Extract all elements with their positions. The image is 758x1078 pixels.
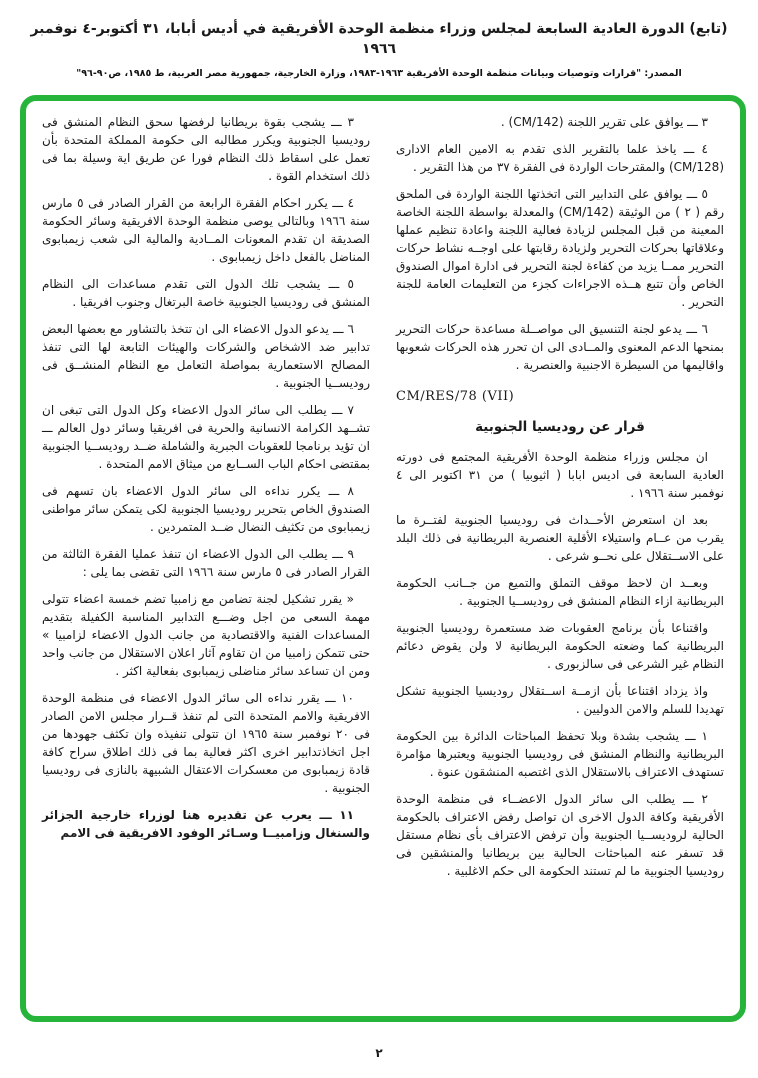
page-header xyxy=(0,0,758,79)
paragraph: ٩ ـــ يطلب الى الدول الاعضاء ان تنفذ عمليا الفقرة الثالثة من القرار الصادر فى ٥ مارس سنة ١٩٦٦ التى تقضى بما يلى : xyxy=(42,547,370,579)
session-title: (تابع) الدورة العادية السابعة لمجلس وزراء منظمة الوحدة الأفريقية في أديس أبابا، ٣١ أكتوبر-٤ نوفمبر ١٩٦٦ xyxy=(30,21,728,57)
green-border-frame xyxy=(20,95,746,1022)
paragraph: ٨ ـــ يكرر نداءه الى سائر الدول الاعضاء بان تسهم فى الصندوق الخاص بتحرير روديسيا الجنوبية لكى يتمكن سائر مواطنى زيمبابوى من تكثيف النضال ضــد المتمردين . xyxy=(42,484,370,534)
paragraph: ٥ ـــ يوافق على التدابير التى اتخذتها اللجنة الواردة فى الملحق رقم ( ٢ ) من الوثيقة (CM/142) والمعدلة بواسطة اللجنة الخاصة المعينة من قبل المجلس لزيادة فعالية اللجنة واعادة تنظيم عملها وعلاقاتها بحركات التحرير ولزيادة رقابتها على اوجــه نشاط حركات التحرير ممــا يزيد من كفاءة لجنة التحرير فى ادارة اموال الصندوق الخاص وأن تتبع هــذه الاجراءات كجزء من التعليمات العامة للجنة التحرير . xyxy=(396,187,725,309)
paragraph: ١١ ـــ يعرب عن تقديره هنا لوزراء خارجية الجزائر والسنغال وزامبيــا وسـائر الوفود الافريقية فى الامم xyxy=(42,808,370,840)
paragraph: « يقرر تشكيل لجنة تضامن مع زامبيا تضم خمسة اعضاء تتولى مهمة السعى من اجل وضـــع التدابير المناسبة الكفيلة بتقديم المساعدات الفنية والاقتصادية من جانب الدول الاعضاء لزامبيا » حتى تتمكن زامبيا من ان تقاوم آثار اعلان الاستقلال من جانب واحد ومن ان تساعد سائر مناضلى زيمبابوى بفعالية اكثر . xyxy=(42,592,370,678)
right-column xyxy=(396,113,724,1006)
paragraph: ٢ ـــ يطلب الى سائر الدول الاعضــاء فى منظمة الوحدة الأفريقية وكافة الدول الاخرى ان تواصل رفض الاعتراف بالحكومة الحالية لروديســيا الجنوبية وأن ترفض الاعتراف بأى نظام مستقل قد تسفر عنه المباحثات الحالية بين بريطانيا والمنشقين فى روديسيا الجنوبية ما لم تستند الحكومة الى حكم الاغلبية . xyxy=(396,792,724,878)
resolution-title: قرار عن روديسيا الجنوبية xyxy=(475,419,645,435)
paragraph: ٤ ـــ يكرر احكام الفقرة الرابعة من القرار الصادر فى ٥ مارس سنة ١٩٦٦ وبالتالى يوصى منظمة الوحدة الافريقية وسائر الحكومة الصديقة ان تقدم المعونات المــادية والمالية الى شعب زيمبابوى المناضل بالفعل داخل زيمبابوى . xyxy=(42,196,370,264)
paragraph: بعد ان استعرض الأحــداث فى روديسيا الجنوبية لفتــرة ما يقرب من عــام واستيلاء الأقلية العنصرية البريطانية فى ذلك البلد على الاســتقلال على نحــو شرعى . xyxy=(396,513,724,563)
paragraph: ١ ـــ يشجب بشدة وبلا تحفظ المباحثات الدائرة بين الحكومة البريطانية والنظام المنشق فى روديسيا الجنوبية ويعتبرها مؤامرة تستهدف الاعتراف بالاستقلال الذى اغتصبه المنشقون عنوة . xyxy=(396,729,724,779)
paragraph: ٣ ـــ يشجب بقوة بريطانيا لرفضها سحق النظام المنشق فى روديسيا الجنوبية ويكرر مطالبه الى حكومة المملكة المتحدة بأن تعمل على اسقاط ذلك النظام فورا عن طريق اية وسيلة بما فى ذلك استخدام القوة . xyxy=(42,115,370,183)
paragraph: ان مجلس وزراء منظمة الوحدة الأفريقية المجتمع فى دورته العادية السابعة فى اديس ابابا ( اثيوبيا ) من ٣١ اكتوبر الى ٤ نوفمبر سنة ١٩٦٦ . xyxy=(396,450,724,500)
paragraph: وبعــد ان لاحظ موقف التملق والتميع من جــانب الحكومة البريطانية ازاء النظام المنشق فى روديســيا الجنوبية . xyxy=(396,576,724,608)
paragraph: ١٠ ـــ يقرر نداءه الى سائر الدول الاعضاء فى منظمة الوحدة الافريقية والامم المتحدة التى لم تنفذ قــرار مجلس الامن الصادر فى ٢٠ نوفمبر سنة ١٩٦٥ ان تتولى تنفيذه وان تكثف جهودها من اجل اتخاذتدابير اخرى اكثر فعالية بما فى ذلك اطلاق سراح كافة قادة زيمبابوى من معسكرات الاعتقال الشبيهة بالنازى فى روديسيا الجنوبية . xyxy=(42,691,370,795)
paragraph: ٣ ـــ يوافق على تقرير اللجنة (CM/142) . xyxy=(500,115,708,129)
left-column xyxy=(42,113,370,1006)
paragraph: ٧ ـــ يطلب الى سائر الدول الاعضاء وكل الدول التى تبغى ان تشــهد الكرامة الانسانية والحرية فى افريقيا وسائر دول العالم ـــ ان تؤيد برنامجا للعقوبات الجبرية والشاملة ضــد روديســيا الجنوبية بمقتضى احكام الباب الســابع من ميثاق الامم المتحدة . xyxy=(42,403,370,471)
paragraph: ٦ ـــ يدعو الدول الاعضاء الى ان تتخذ بالتشاور مع بعضها البعض تدابير ضد الاشخاص والشركات والهيئات التابعة لها التى تنفذ المصالح الاستعمارية بمواصلة التعامل مع النظام المنشــق فى روديســيا الجنوبية . xyxy=(42,322,370,390)
paragraph: ٦ ـــ يدعو لجنة التنسيق الى مواصــلة مساعدة حركات التحرير بمنحها الدعم المعنوى والمــادى الى ان تحرر هذه الحركات شعوبها واقاليمها من السيطرة الاجنبية والعنصرية . xyxy=(396,322,724,372)
source-citation: المصدر: "قرارات وتوصيات وبيانات منظمة الوحدة الأفريقية ١٩٦٣-١٩٨٣، وزارة الخارجية، جمهورية مصر العربية، ط ١٩٨٥، ص٩٠-٩٦" xyxy=(76,68,682,80)
paragraph: ٤ ـــ ياخذ علما بالتقرير الذى تقدم به الامين العام الادارى (CM/128) والمقترحات الواردة فى الفقرة ٣٧ من هذا التقرير . xyxy=(396,142,724,174)
two-column-layout xyxy=(42,113,724,1006)
paragraph: واقتناعا بأن برنامج العقوبات ضد مستعمرة روديسيا الجنوبية البريطانية كما وضعته الحكومة البريطانية لا ولن يقوض دعائم النظام غير الشرعى فى سالزبورى . xyxy=(396,621,724,671)
paragraph: واذ يزداد اقتناعا بأن ازمــة اســتقلال روديسيا الجنوبية تشكل تهديدا للسلم والامن الدوليين . xyxy=(396,684,724,716)
paragraph: ٥ ـــ يشجب تلك الدول التى تقدم مساعدات الى النظام المنشق فى روديسيا الجنوبية خاصة البرتغال وجنوب افريقيا . xyxy=(42,277,370,309)
resolution-reference: CM/RES/78 (VII) xyxy=(396,389,515,404)
page-number: ٢ xyxy=(375,1046,383,1060)
